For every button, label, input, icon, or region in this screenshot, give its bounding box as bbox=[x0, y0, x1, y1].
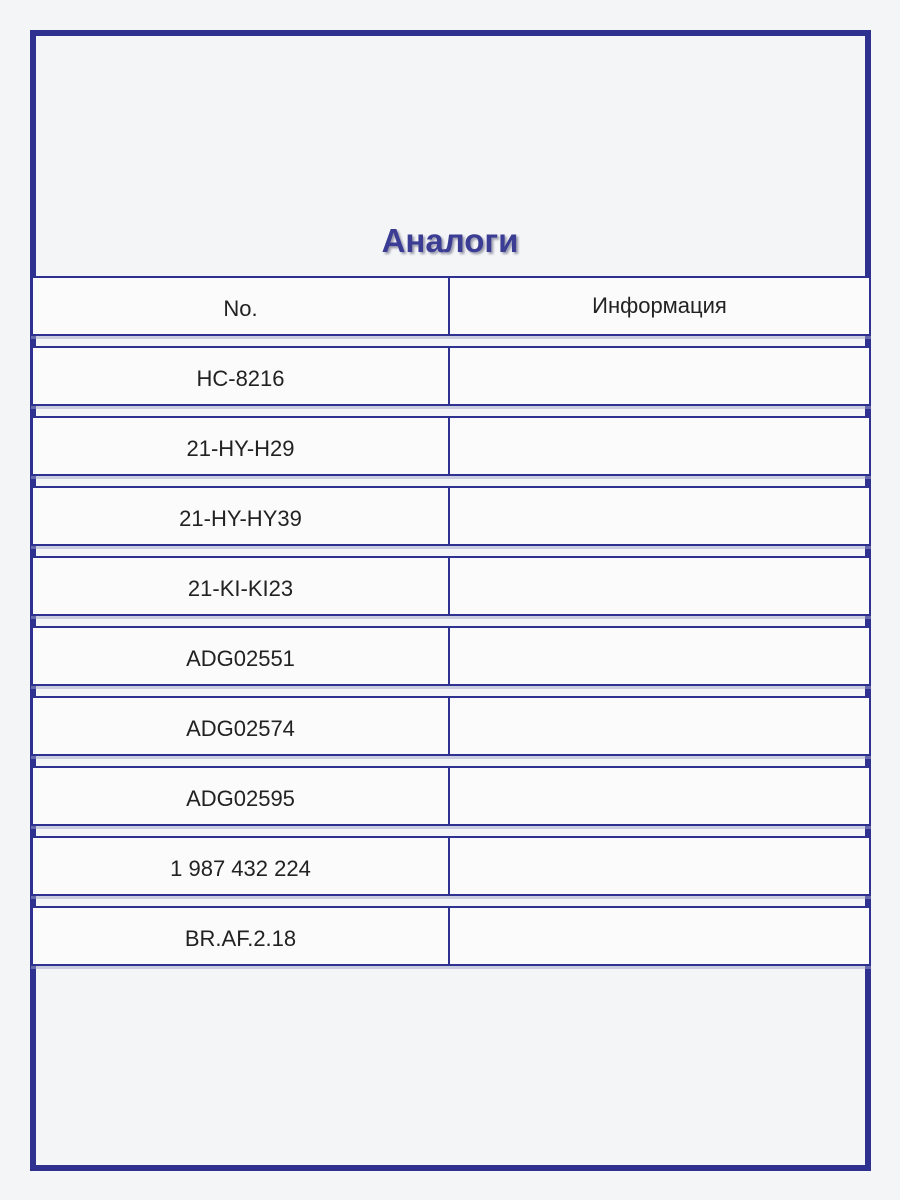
header-info: Информация bbox=[450, 278, 871, 334]
cell-info bbox=[450, 558, 871, 614]
table-row bbox=[31, 416, 871, 476]
cell-info bbox=[450, 698, 871, 754]
cell-no: ADG02574 bbox=[31, 698, 450, 754]
cell-no: BR.AF.2.18 bbox=[31, 908, 450, 964]
cell-info bbox=[450, 348, 871, 404]
table-row bbox=[31, 836, 871, 896]
cell-no: HC-8216 bbox=[31, 348, 450, 404]
cell-info bbox=[450, 628, 871, 684]
table-row bbox=[31, 766, 871, 826]
table-row bbox=[31, 906, 871, 966]
cell-no: 1 987 432 224 bbox=[31, 838, 450, 894]
cell-info bbox=[450, 908, 871, 964]
header-no: No. bbox=[31, 278, 450, 334]
cell-no: 21-HY-HY39 bbox=[31, 488, 450, 544]
page-title: Аналоги bbox=[381, 222, 519, 259]
table-row bbox=[31, 626, 871, 686]
analogs-table bbox=[31, 276, 871, 976]
cell-no: 21-KI-KI23 bbox=[31, 558, 450, 614]
cell-info bbox=[450, 418, 871, 474]
table-header-row bbox=[31, 276, 871, 336]
cell-no: 21-HY-H29 bbox=[31, 418, 450, 474]
cell-no: ADG02595 bbox=[31, 768, 450, 824]
table-row bbox=[31, 486, 871, 546]
table-row bbox=[31, 696, 871, 756]
table-row bbox=[31, 556, 871, 616]
cell-info bbox=[450, 838, 871, 894]
cell-no: ADG02551 bbox=[31, 628, 450, 684]
cell-info bbox=[450, 488, 871, 544]
table-row bbox=[31, 346, 871, 406]
cell-info bbox=[450, 768, 871, 824]
